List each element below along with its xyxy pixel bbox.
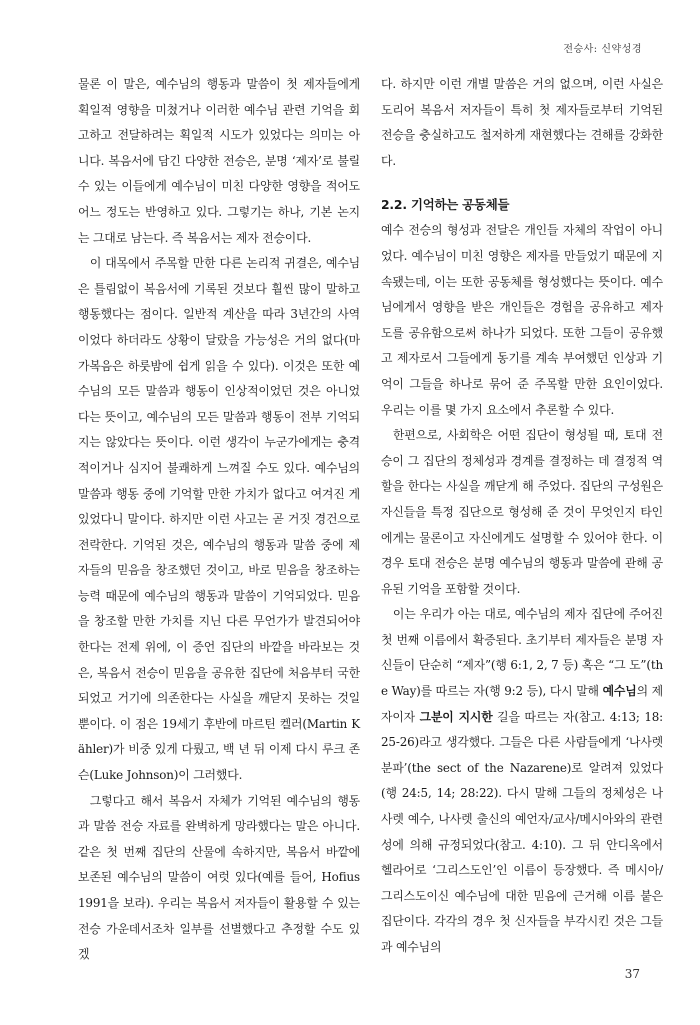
left-paragraph-1: 물론 이 말은, 예수님의 행동과 말씀이 첫 제자들에게 획일적 영향을 미쳤거나 이러한 예수님 관련 기억을 회고하고 전달하려는 획일적 시도가 있었다는 의미는 아니다. 복음서에 담긴 다양한 전승은, 분명 ‘제자’로 불릴 수 있는 이들에게 예수님이 미친 다양한 영향을 적어도 어느 정도는 반영하고 있다. 그렇기는 하나, 기본 논지는 그대로 남는다. 즉 복음서는 제자 전승이다.	[78, 77, 360, 245]
emphasis-jesus: 예수님	[602, 684, 637, 699]
paragraph-text: 이는 우리가 아는 대로, 예수님의 제자 집단에 주어진 첫 번째 이름에서 확증된다. 초기부터 제자들은 분명 자신들이 단순히 “제자”(행 6:1, 2, 7 등) 혹은 “그 도”(the Way)를 따르는 자(행 9:2 등), 다시 말해	[381, 607, 663, 699]
right-paragraph-1: 다. 하지만 이런 개별 말씀은 거의 없으며, 이런 사실은 도리어 복음서 저자들이 특히 첫 제자들로부터 기억된 전승을 충실하고도 철저하게 재현했다는 견해를 강화한다.	[381, 77, 663, 168]
page-number: 37	[624, 967, 640, 981]
left-paragraph-3: 그렇다고 해서 복음서 자체가 기억된 예수님의 행동과 말씀 전승 자료를 완벽하게 망라했다는 말은 아니다. 같은 첫 번째 집단의 산물에 속하지만, 복음서 바깥에 보존된 예수님의 말씀이 여럿 있다(예를 들어, Hofius 1991을 보라). 우리는 복음서 저자들이 활용할 수 있는 전승 가운데서조차 일부를 선별했다고 추정할 수도 있겠	[78, 793, 360, 962]
right-paragraph-2: 예수 전승의 형성과 전달은 개인들 자체의 작업이 아니었다. 예수님이 미친 영향은 제자를 만들었기 때문에 지속됐는데, 이는 또한 공동체를 형성했다는 뜻이다. 예수님에게서 영향을 받은 개인들은 경험을 공유하고 제자도를 공유함으로써 하나가 되었다. 또한 그들이 공유했고 제자로서 그들에게 동기를 계속 부여했던 인상과 기억이 그들을 하나로 묶어 준 주목할 만한 요인이었다. 우리는 이를 몇 가지 요소에서 추론할 수 있다.	[381, 223, 663, 417]
left-paragraph-2: 이 대목에서 주목할 만한 다른 논리적 귀결은, 예수님은 틀림없이 복음서에 기록된 것보다 훨씬 많이 말하고 행동했다는 점이다. 일반적 계산을 따라 3년간의 사역이었다 하더라도 상황이 달랐을 가능성은 거의 없다(마가복음은 하룻밤에 쉽게 읽을 수 있다). 이것은 또한 예수님의 모든 말씀과 행동이 인상적이었던 것은 아니었다는 뜻이고, 예수님의 모든 말씀과 행동이 전부 기억되지는 않았다는 뜻이다. 이런 생각이 누군가에게는 충격적이거나 심지어 불쾌하게 느껴질 수도 있다. 예수님의 말씀과 행동 중에 기억할 만한 가치가 없다고 여겨진 게 있었다니 말이다. 하지만 이런 사고는 곧 거짓 경건으로 전락한다. 기억된 것은, 예수님의 행동과 말씀 중에 제자들의 믿음을 창조했던 것이고, 바로 믿음을 창조하는 능력 때문에 예수님의 행동과 말씀이 기억되었다. 믿음을 창조할 만한 가치를 지닌 다른 무언가가 발견되어야 한다는 전제 위에, 이 증언 집단의 바깥을 바라보는 것은, 복음서 전승이 믿음을 공유한 집단에 처음부터 국한되었고 거기에 의존한다는 사실을 깨닫지 못하는 것일 뿐이다. 이 점은 19세기 후반에 마르틴 켈러(Martin Kähler)가 비중 있게 다뤘고, 백 년 뒤 이제 다시 루크 존슨(Luke Johnson)이 그러했다.	[78, 256, 360, 783]
running-head: 전승사: 신약성경	[563, 44, 642, 55]
right-paragraph-3: 한편으로, 사회학은 어떤 집단이 형성될 때, 토대 전승이 그 집단의 정체성과 경계를 결정하는 데 결정적 역할을 한다는 사실을 깨닫게 해 주었다. 집단의 구성원은 자신들을 특정 집단으로 형성해 준 것이 무엇인지 타인에게는 물론이고 자신에게도 설명할 수 있어야 한다. 이 경우 토대 전승은 분명 예수님의 행동과 말씀에 관해 공유된 기억을 포함할 것이다.	[381, 428, 663, 596]
section-heading: 2.2. 기억하는 공동체들	[381, 197, 510, 213]
paragraph-text: 의 제자이자	[381, 684, 663, 724]
paragraph-text: 길을 따르는 자(참고. 4:13; 18:25-26)라고 생각했다. 그들은 다른 사람들에게 ‘나사렛 분파’(the sect of the Nazarene)로 알려져 있었다(행 24:5, 14; 28:22). 다시 말해 그들의 정체성은 나사렛 예수, 나사렛 출신의 예언자/교사/메시아와의 관련성에 의해 규정되었다(참고. 4:10). 그 뒤 안디옥에서 헬라어로 ‘그리스도인’인 이름이 등장했다. 즉 메시아/그리스도이신 예수님에 대한 믿음에 근거해 이름 붙은 집단이다. 각각의 경우 첫 신자들을 부각시킨 것은 그들과 예수님의	[381, 709, 664, 954]
right-paragraph-4	[381, 602, 663, 960]
emphasis-instructed: 그분이 지시한	[419, 709, 493, 724]
right-column	[381, 72, 663, 961]
left-column	[78, 72, 360, 968]
